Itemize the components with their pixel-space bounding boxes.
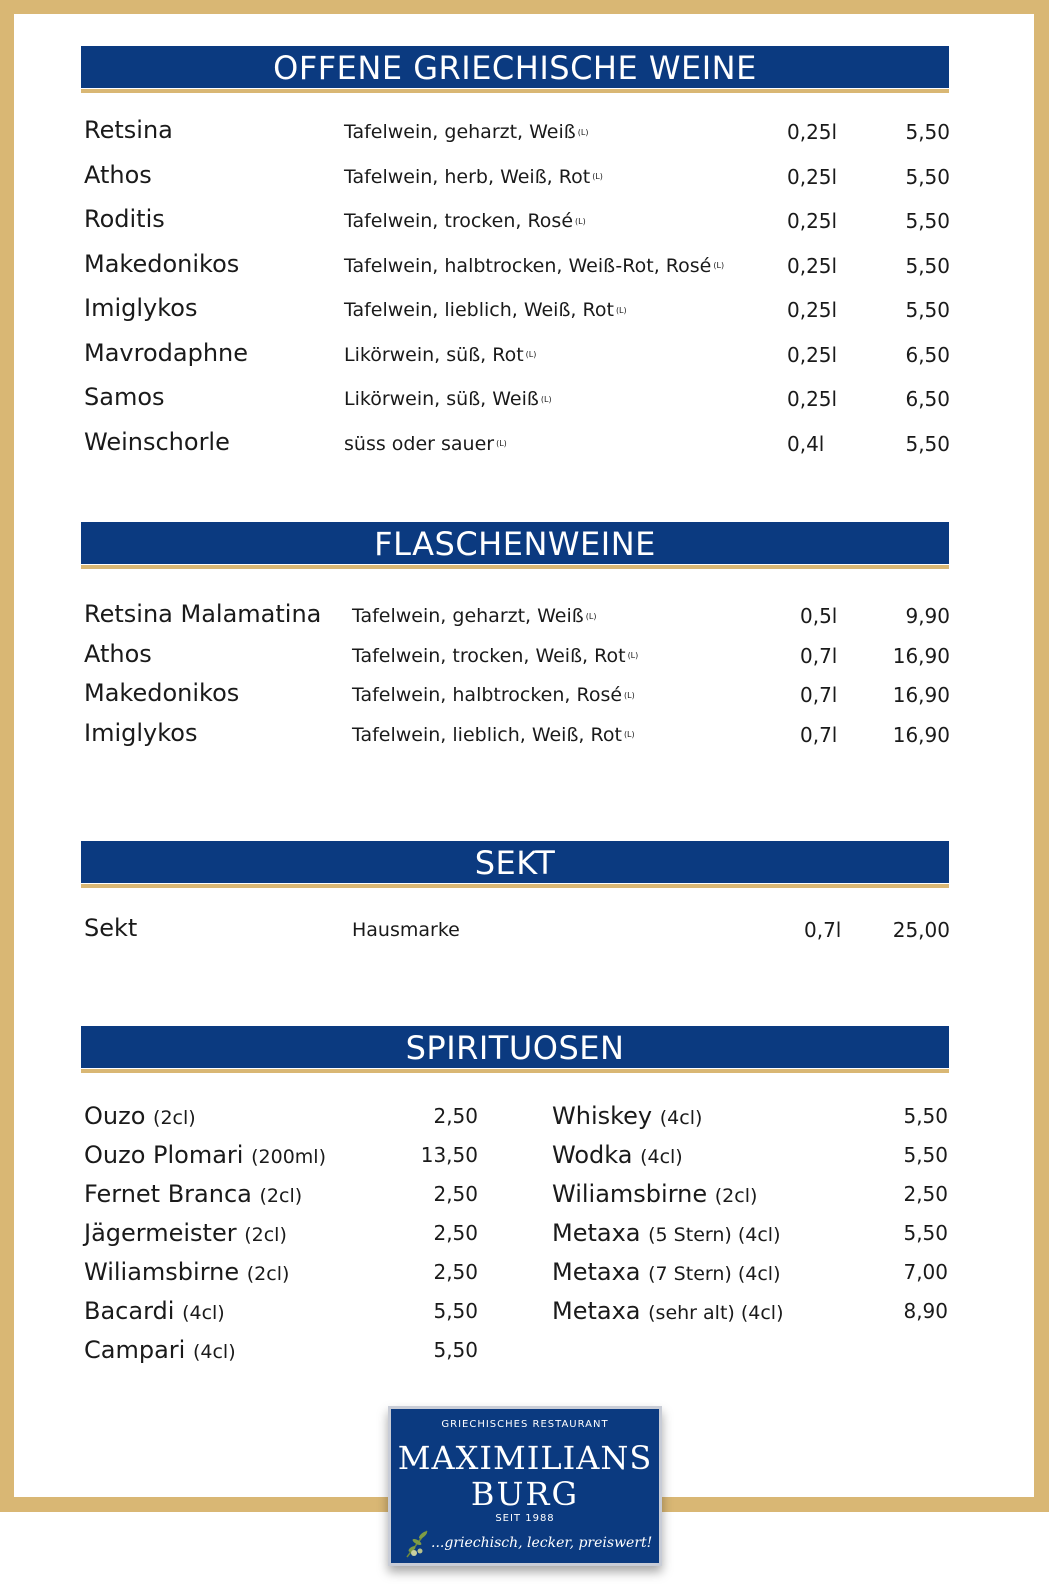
spirit-row [84, 1213, 478, 1253]
item-description-text: Likörwein, süß, Rot [344, 343, 524, 366]
spirit-price: 5,50 [433, 1338, 478, 1362]
spirit-price: 8,90 [903, 1299, 948, 1323]
item-name: Sekt [84, 914, 138, 942]
item-price: 16,90 [892, 722, 950, 747]
item-volume: 0,25l [787, 342, 838, 367]
item-price: 6,50 [905, 387, 950, 411]
allergen-label: (L) [496, 439, 507, 448]
spirit-name-text: Jägermeister [84, 1219, 237, 1247]
spirit-quantity: (2cl) [244, 1224, 287, 1246]
spirit-name-text: Fernet Branca [84, 1180, 252, 1208]
item-description-text: Hausmarke [352, 919, 460, 941]
menu-item-row [84, 594, 950, 634]
spirit-row [84, 1174, 478, 1214]
allergen-label: (L) [577, 127, 589, 137]
item-price: 5,50 [905, 120, 950, 144]
spirit-quantity: (2cl) [153, 1107, 196, 1129]
allergen-label: (L) [713, 261, 725, 270]
menu-item-row [84, 377, 950, 417]
item-description-text: Tafelwein, lieblich, Weiß, Rot [344, 299, 614, 321]
item-description-text: Tafelwein, halbtrocken, Weiß-Rot, Rosé [344, 254, 712, 277]
item-price: 9,90 [905, 604, 950, 628]
item-name: Mavrodaphne [84, 338, 249, 367]
spirit-name-text: Wodka [552, 1141, 633, 1169]
spirit-name [84, 1213, 287, 1255]
spirit-name-text: Ouzo [84, 1102, 146, 1130]
divider [81, 565, 949, 569]
item-description-text: Tafelwein, halbtrocken, Rosé [352, 684, 623, 706]
olive-branch-icon [403, 1527, 431, 1559]
spirit-name-text: Ouzo Plomari [84, 1141, 244, 1169]
frame-border-left [0, 0, 14, 1512]
item-description-text: süss oder sauer [344, 432, 495, 455]
spirit-name [552, 1096, 702, 1138]
spirit-name [84, 1330, 236, 1372]
spirit-row [552, 1213, 948, 1253]
item-price: 5,50 [905, 253, 950, 278]
menu-item-row [84, 908, 950, 948]
allergen-label: (L) [623, 730, 635, 739]
item-volume: 0,7l [804, 918, 842, 942]
logo-subtitle: GRIECHISCHES RESTAURANT [441, 1419, 609, 1430]
spirit-quantity: (4cl) [659, 1107, 703, 1129]
spirit-name-text: Wiliamsbirne [552, 1180, 708, 1208]
spirit-quantity: (4cl) [182, 1302, 225, 1324]
divider [81, 884, 949, 888]
frame-border-top [0, 0, 1049, 14]
spirit-quantity: (4cl) [192, 1341, 236, 1363]
divider [81, 1069, 949, 1073]
spirit-name-text: Campari [84, 1336, 186, 1364]
spirit-quantity: (2cl) [714, 1185, 758, 1207]
section-header-offene-weine [81, 46, 949, 88]
item-description-text: Tafelwein, trocken, Weiß, Rot [352, 644, 626, 667]
item-volume: 0,5l [800, 604, 838, 628]
item-name: Makedonikos [84, 249, 240, 278]
allergen-label: (L) [525, 350, 537, 359]
spirit-price: 5,50 [903, 1143, 948, 1167]
item-description [344, 157, 603, 198]
allergen-label: (L) [540, 394, 552, 404]
item-volume: 0,25l [787, 387, 838, 411]
logo-slogan: ...griechisch, lecker, preiswert! [431, 1535, 653, 1551]
spirit-name-text: Wiliamsbirne [84, 1258, 240, 1286]
allergen-label: (L) [592, 172, 603, 181]
menu-item-row [84, 673, 950, 713]
spirit-name [552, 1291, 784, 1333]
menu-item-row [84, 422, 950, 462]
item-name: Samos [84, 383, 165, 411]
section-title: SEKT [474, 844, 556, 882]
menu-item-row [84, 110, 950, 150]
item-description [352, 910, 460, 950]
item-name: Athos [84, 639, 152, 668]
item-name: Retsina Malamatina [84, 600, 322, 628]
item-name: Retsina [84, 116, 173, 144]
spirit-price: 13,50 [420, 1143, 478, 1167]
spirit-quantity: (5 Stern) (4cl) [648, 1224, 781, 1246]
item-description-text: Tafelwein, trocken, Rosé [344, 210, 574, 232]
menu-item-row [84, 634, 950, 674]
item-name: Makedonikos [84, 679, 240, 707]
divider [81, 89, 949, 93]
spirit-quantity: (2cl) [259, 1185, 303, 1207]
item-price: 16,90 [892, 643, 950, 668]
spirit-quantity: (2cl) [246, 1263, 290, 1285]
spirit-quantity: (200ml) [251, 1146, 326, 1168]
spirit-name [84, 1096, 196, 1138]
spirit-price: 5,50 [903, 1221, 948, 1245]
frame-border-right [1034, 0, 1049, 1512]
item-description [344, 201, 586, 242]
section-title: SPIRITUOSEN [405, 1029, 625, 1067]
spirit-name [552, 1174, 757, 1216]
item-price: 5,50 [905, 164, 950, 189]
section-header-spirituosen [81, 1026, 949, 1068]
spirit-name [84, 1135, 326, 1177]
item-name: Weinschorle [84, 427, 230, 456]
item-price: 25,00 [892, 918, 950, 942]
item-volume: 0,25l [787, 209, 838, 233]
section-header-flaschenweine [81, 522, 949, 564]
allergen-label: (L) [575, 216, 586, 226]
spirit-row [552, 1291, 948, 1331]
item-description [344, 112, 588, 153]
item-description [344, 379, 552, 420]
spirit-price: 2,50 [433, 1260, 478, 1284]
menu-item-row [84, 155, 950, 195]
spirit-name [552, 1252, 781, 1294]
spirit-row [552, 1135, 948, 1175]
item-description-text: Tafelwein, geharzt, Weiß [344, 121, 576, 143]
spirit-row [552, 1174, 948, 1214]
item-description [352, 675, 635, 716]
spirit-row [84, 1096, 478, 1136]
item-name: Roditis [84, 205, 165, 233]
spirit-price: 5,50 [903, 1104, 948, 1128]
item-price: 6,50 [905, 342, 950, 367]
item-description [344, 335, 536, 376]
item-volume: 0,25l [787, 253, 838, 278]
logo-name-line1: MAXIMILIANS [397, 1439, 653, 1477]
item-description-text: Tafelwein, geharzt, Weiß [352, 605, 584, 627]
spirit-row [84, 1291, 478, 1331]
spirit-name [552, 1135, 683, 1177]
section-header-sekt [81, 841, 949, 883]
item-volume: 0,7l [800, 683, 838, 707]
item-price: 5,50 [905, 298, 950, 322]
spirit-price: 5,50 [433, 1299, 478, 1323]
section-title: FLASCHENWEINE [374, 525, 656, 563]
item-name: Imiglykos [84, 718, 198, 747]
menu-item-row [84, 244, 950, 284]
spirit-name [84, 1252, 289, 1294]
spirit-name [84, 1174, 302, 1216]
menu-item-row [84, 288, 950, 328]
item-volume: 0,25l [787, 164, 838, 189]
item-name: Imiglykos [84, 294, 198, 322]
item-description-text: Likörwein, süß, Weiß [344, 388, 539, 410]
allergen-label: (L) [615, 305, 627, 315]
spirit-quantity: (4cl) [640, 1146, 683, 1168]
spirit-name-text: Bacardi [84, 1297, 175, 1325]
item-name: Athos [84, 160, 152, 189]
item-volume: 0,7l [800, 643, 838, 668]
item-description [344, 424, 507, 465]
menu-item-row [84, 713, 950, 753]
spirit-name [552, 1213, 781, 1255]
spirit-name-text: Metaxa [552, 1258, 641, 1286]
logo-name-line2: BURG [470, 1475, 580, 1513]
allergen-label: (L) [624, 690, 635, 700]
item-description [352, 715, 635, 756]
item-volume: 0,4l [787, 431, 825, 456]
item-description-text: Tafelwein, herb, Weiß, Rot [344, 165, 591, 188]
item-price: 16,90 [892, 683, 950, 707]
allergen-label: (L) [585, 611, 597, 621]
item-volume: 0,25l [787, 298, 838, 322]
item-description [344, 290, 627, 331]
item-description [352, 596, 596, 637]
spirit-name-text: Metaxa [552, 1297, 641, 1325]
item-price: 5,50 [905, 431, 950, 456]
section-title: OFFENE GRIECHISCHE WEINE [273, 49, 757, 87]
menu-item-row [84, 333, 950, 373]
spirit-quantity: (7 Stern) (4cl) [648, 1263, 781, 1285]
spirit-row [552, 1096, 948, 1136]
menu-item-row [84, 199, 950, 239]
spirit-row [84, 1252, 478, 1292]
item-description [352, 636, 638, 677]
spirit-price: 7,00 [903, 1260, 948, 1284]
item-volume: 0,7l [800, 722, 838, 747]
spirit-price: 2,50 [433, 1104, 478, 1128]
spirit-row [552, 1252, 948, 1292]
spirit-price: 2,50 [433, 1182, 478, 1206]
spirit-row [84, 1135, 478, 1175]
item-description [344, 246, 724, 287]
item-volume: 0,25l [787, 120, 838, 144]
item-price: 5,50 [905, 209, 950, 233]
allergen-label: (L) [627, 651, 639, 660]
logo-since: SEIT 1988 [495, 1513, 555, 1524]
spirit-name [84, 1291, 225, 1333]
spirit-name-text: Whiskey [552, 1102, 653, 1130]
spirit-price: 2,50 [903, 1182, 948, 1206]
spirit-quantity: (sehr alt) (4cl) [648, 1302, 784, 1324]
item-description-text: Tafelwein, lieblich, Weiß, Rot [352, 723, 622, 746]
spirit-row [84, 1330, 478, 1370]
spirit-name-text: Metaxa [552, 1219, 641, 1247]
spirit-price: 2,50 [433, 1221, 478, 1245]
restaurant-logo [388, 1406, 662, 1566]
